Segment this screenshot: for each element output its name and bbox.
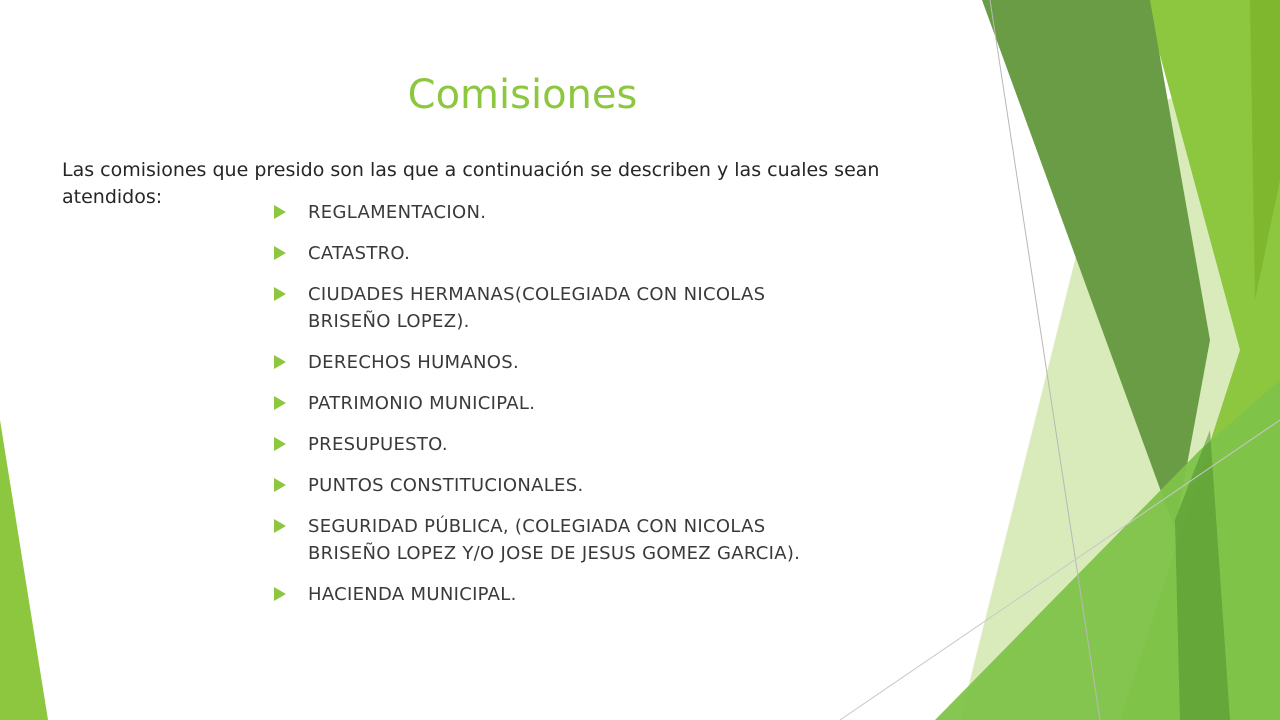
list-item-text: HACIENDA MUNICIPAL. [308, 584, 517, 605]
list-item [272, 240, 832, 267]
arrow-bullet-icon [274, 205, 286, 219]
deco-shape-left [0, 420, 48, 720]
list-item-text: CIUDADES HERMANAS(COLEGIADA CON NICOLAS BRISEÑO LOPEZ). [308, 284, 766, 332]
list-item [272, 199, 832, 226]
arrow-bullet-icon [274, 287, 286, 301]
list-item [272, 281, 832, 335]
list-item [272, 472, 832, 499]
arrow-bullet-icon [274, 246, 286, 260]
list-item [272, 431, 832, 458]
slide-title: Comisiones [407, 72, 638, 118]
list-item-text: CATASTRO. [308, 243, 411, 264]
intro-text: Las comisiones que presido son las que a continuación se describen y las cuales sean atendidos: [62, 159, 880, 208]
list-item-text: REGLAMENTACION. [308, 202, 487, 223]
arrow-bullet-icon [274, 519, 286, 533]
list-item [272, 513, 832, 567]
arrow-bullet-icon [274, 437, 286, 451]
list-item-text: DERECHOS HUMANOS. [308, 352, 519, 373]
list-item-text: PRESUPUESTO. [308, 434, 448, 455]
arrow-bullet-icon [274, 587, 286, 601]
list-item [272, 390, 832, 417]
list-item-text: SEGURIDAD PÚBLICA, (COLEGIADA CON NICOLAS BRISEÑO LOPEZ Y/O JOSE DE JESUS GOMEZ GARCIA). [308, 516, 801, 564]
arrow-bullet-icon [274, 396, 286, 410]
list-item-text: PATRIMONIO MUNICIPAL. [308, 393, 536, 414]
list-item-text: PUNTOS CONSTITUCIONALES. [308, 475, 584, 496]
list-item [272, 581, 832, 608]
arrow-bullet-icon [274, 355, 286, 369]
list-item [272, 349, 832, 376]
arrow-bullet-icon [274, 478, 286, 492]
commission-list [272, 199, 832, 608]
